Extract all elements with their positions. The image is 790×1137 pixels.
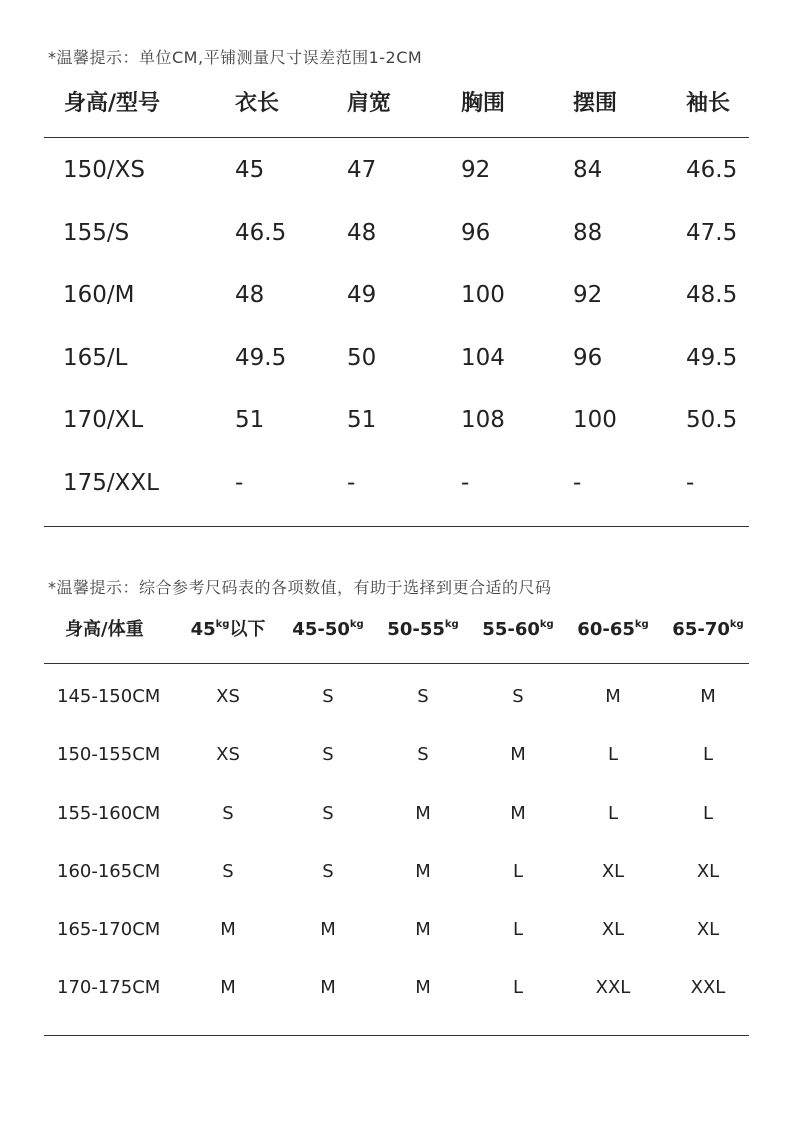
table-row: [44, 785, 749, 843]
chest-cell: 96: [461, 219, 491, 246]
size-cell: M: [220, 919, 236, 941]
header-sleeve: 袖长: [686, 91, 731, 116]
hem-cell: 88: [573, 219, 603, 246]
size-cell: S: [222, 860, 234, 882]
shoulder-cell: 47: [347, 157, 377, 183]
size-cell: L: [607, 802, 619, 824]
header-weight-col: $45-50^{kg}$: [292, 619, 364, 640]
hem-cell: -: [573, 469, 582, 496]
size-cell: M: [605, 686, 621, 707]
table-row: [44, 668, 749, 726]
size-cell: M: [320, 977, 336, 999]
table-row: [44, 452, 749, 515]
size-cell: 155/S: [63, 219, 130, 246]
table2-bottom-divider: [44, 1035, 749, 1036]
sleeve-cell: 50.5: [686, 407, 738, 434]
size-cell: 170/XL: [63, 407, 144, 434]
table1-top-divider: [44, 137, 749, 138]
size-cell: L: [607, 744, 619, 766]
length-cell: 49.5: [235, 344, 287, 371]
size-cell: S: [322, 860, 334, 882]
size-cell: M: [510, 802, 526, 824]
size-cell: S: [512, 686, 524, 707]
size-cell: S: [322, 802, 334, 824]
garment-size-table: [44, 74, 749, 134]
size-cell: M: [220, 977, 236, 999]
size-cell: XL: [601, 919, 625, 941]
size-cell: L: [512, 919, 524, 941]
size-cell: S: [417, 744, 429, 766]
size-cell: 175/XXL: [63, 469, 159, 496]
size-cell: L: [702, 744, 714, 766]
height-cell: 170-175CM: [57, 977, 161, 999]
size-cell: L: [512, 860, 524, 882]
length-cell: -: [235, 469, 244, 496]
size-cell: L: [512, 977, 524, 999]
table-header-row: [44, 603, 749, 657]
table-row: [44, 202, 749, 265]
sleeve-cell: 46.5: [686, 157, 738, 183]
chest-cell: 108: [461, 407, 505, 434]
height-cell: 145-150CM: [57, 686, 161, 707]
recommendation-note: *温馨提示：综合参考尺码表的各项数值，有助于选择到更合适的尺码: [48, 578, 552, 597]
sleeve-cell: 49.5: [686, 344, 738, 371]
table-row: [44, 843, 749, 901]
header-height-model: 身高/型号: [64, 91, 161, 116]
size-cell: M: [510, 744, 526, 766]
size-cell: 160/M: [63, 282, 135, 309]
size-cell: XXL: [690, 977, 726, 999]
header-shoulder: 肩宽: [347, 91, 392, 116]
size-cell: M: [415, 860, 431, 882]
size-cell: 150/XS: [63, 157, 146, 183]
size-cell: XXL: [595, 977, 631, 999]
size-cell: M: [415, 919, 431, 941]
table-row: [44, 264, 749, 327]
hem-cell: 96: [573, 344, 603, 371]
size-cell: L: [702, 802, 714, 824]
measurement-note: *温馨提示：单位CM,平铺测量尺寸误差范围1-2CM: [48, 48, 423, 67]
table-row: [44, 327, 749, 390]
chest-cell: 100: [461, 282, 505, 309]
table-row: [44, 959, 749, 1017]
table1-bottom-divider: [44, 526, 749, 527]
header-height-weight: 身高/体重: [65, 619, 144, 640]
table-header-row: [44, 74, 749, 134]
size-cell: M: [415, 977, 431, 999]
length-cell: 45: [235, 157, 265, 183]
size-cell: S: [322, 686, 334, 707]
hem-cell: 92: [573, 282, 603, 309]
size-cell: XS: [216, 744, 240, 766]
header-chest: 胸围: [461, 91, 506, 116]
table-row: [44, 901, 749, 959]
garment-size-rows: [44, 139, 749, 515]
header-weight-col: $60-65^{kg}$: [577, 619, 649, 640]
size-cell: XL: [601, 860, 625, 882]
weight-size-rows: [44, 668, 749, 1018]
header-weight-col: $55-60^{kg}$: [482, 619, 554, 640]
sleeve-cell: -: [686, 469, 695, 496]
size-cell: M: [700, 686, 716, 707]
shoulder-cell: -: [347, 469, 356, 496]
length-cell: 51: [235, 407, 265, 434]
length-cell: 46.5: [235, 219, 287, 246]
weight-size-table: [44, 603, 749, 657]
size-cell: S: [417, 686, 429, 707]
chest-cell: -: [461, 469, 470, 496]
header-hem: 摆围: [573, 91, 618, 116]
shoulder-cell: 49: [347, 282, 377, 309]
header-weight-col: $50-55^{kg}$: [387, 619, 459, 640]
table-row: [44, 726, 749, 784]
shoulder-cell: 48: [347, 219, 377, 246]
chest-cell: 104: [461, 344, 505, 371]
height-cell: 165-170CM: [57, 919, 161, 941]
sleeve-cell: 47.5: [686, 219, 738, 246]
table-row: [44, 139, 749, 202]
size-cell: 165/L: [63, 344, 128, 371]
hem-cell: 100: [573, 407, 617, 434]
shoulder-cell: 51: [347, 407, 377, 434]
length-cell: 48: [235, 282, 265, 309]
shoulder-cell: 50: [347, 344, 377, 371]
header-length: 衣长: [235, 91, 280, 116]
size-cell: M: [320, 919, 336, 941]
size-cell: M: [415, 802, 431, 824]
height-cell: 150-155CM: [57, 744, 161, 766]
hem-cell: 84: [573, 157, 603, 183]
size-cell: XL: [696, 860, 720, 882]
height-cell: 155-160CM: [57, 802, 161, 824]
header-weight-col: $45^{kg}$以下: [190, 619, 266, 640]
size-cell: XL: [696, 919, 720, 941]
size-cell: S: [222, 802, 234, 824]
header-weight-col: $65-70^{kg}$: [672, 619, 744, 640]
height-cell: 160-165CM: [57, 860, 161, 882]
chest-cell: 92: [461, 157, 491, 183]
size-cell: S: [322, 744, 334, 766]
table2-top-divider: [44, 663, 749, 664]
sleeve-cell: 48.5: [686, 282, 738, 309]
size-cell: XS: [216, 686, 240, 707]
table-row: [44, 389, 749, 452]
